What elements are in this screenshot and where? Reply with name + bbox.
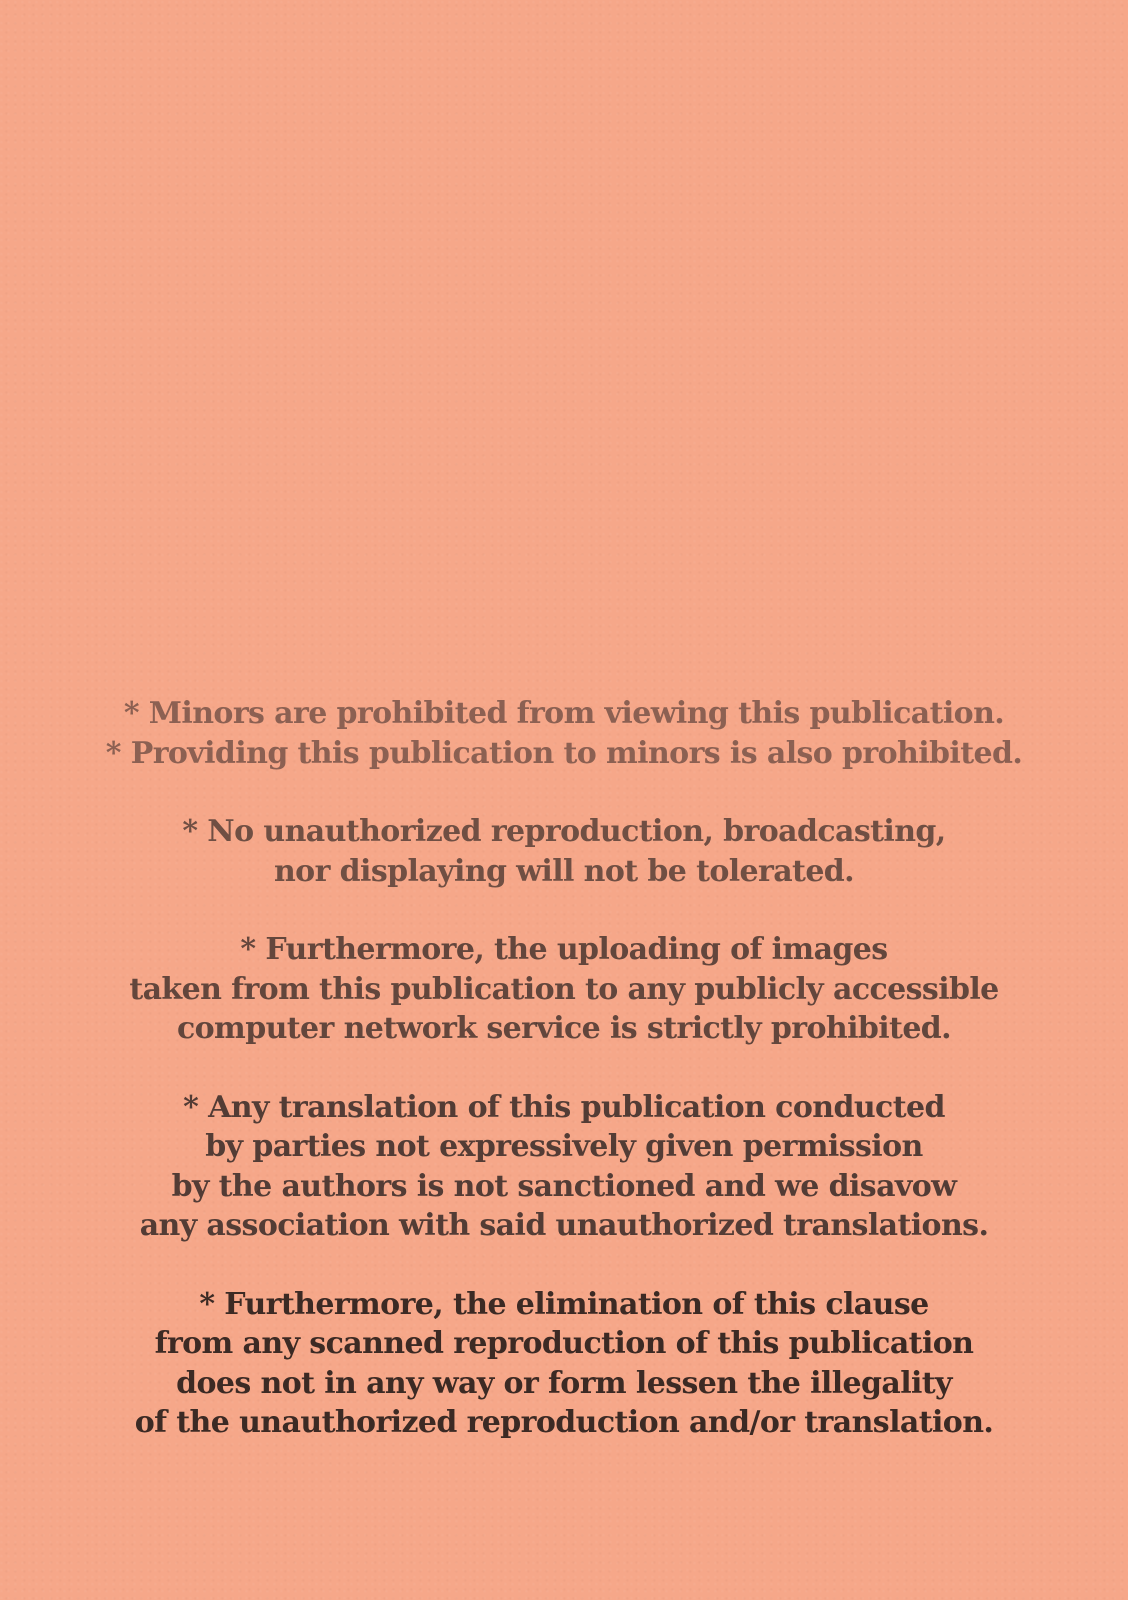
notice-paragraph-translation	[0, 1088, 1128, 1246]
notice-paragraph-uploading	[0, 930, 1128, 1049]
notice-line: * Minors are prohibited from viewing this publication.	[123, 696, 1005, 731]
notice-line: of the unauthorized reproduction and/or translation.	[134, 1405, 994, 1440]
notice-line: * Providing this publication to minors is also prohibited.	[105, 735, 1023, 771]
notice-line: taken from this publication to any publicly accessible	[129, 971, 999, 1007]
notice-paragraph-clause	[0, 1285, 1128, 1443]
notice-line: from any scanned reproduction of this publication	[154, 1326, 974, 1361]
notice-line: * Furthermore, the elimination of this clause	[199, 1286, 929, 1322]
notice-paragraph-reproduction	[0, 812, 1128, 891]
notice-line: does not in any way or form lessen the illegality	[176, 1365, 952, 1401]
notice-paragraph-minors	[0, 694, 1128, 773]
notice-line: * Any translation of this publication conducted	[183, 1089, 945, 1125]
legal-notice	[0, 694, 1128, 1482]
notice-line: * Furthermore, the uploading of images	[240, 932, 888, 967]
notice-line: computer network service is strictly prohibited.	[176, 1011, 952, 1046]
notice-line: any association with said unauthorized translations.	[139, 1208, 989, 1243]
notice-line: nor displaying will not be tolerated.	[273, 853, 855, 889]
notice-line: * No unauthorized reproduction, broadcasting,	[182, 814, 946, 849]
notice-line: by the authors is not sanctioned and we disavow	[171, 1168, 957, 1204]
notice-line: by parties not expressively given permission	[205, 1129, 923, 1164]
